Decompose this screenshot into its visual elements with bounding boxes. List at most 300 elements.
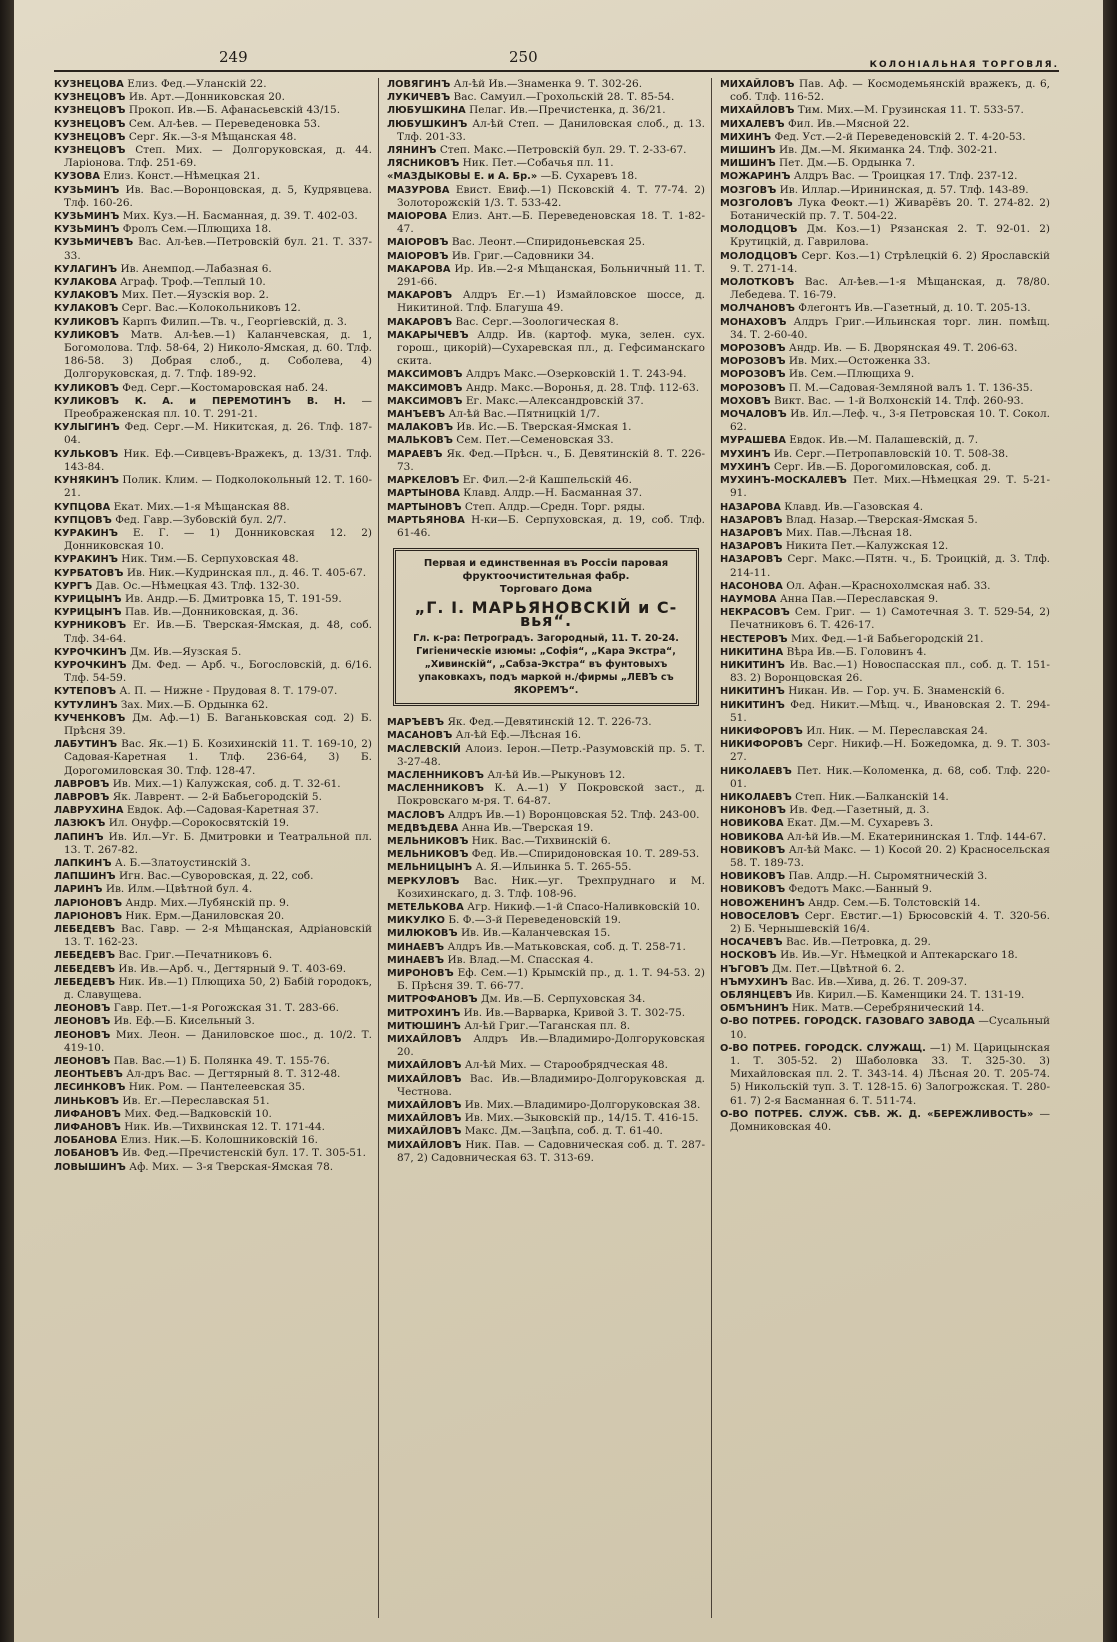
entry-name: НАУМОВА — [720, 593, 777, 605]
directory-entry — [720, 883, 1050, 896]
entry-details: Ал-дръ Вас. — Дегтярный 8. Т. 312-48. — [126, 1068, 341, 1081]
entry-details: Евдок. Аф.—Садовая-Каретная 37. — [126, 804, 319, 817]
entry-details: Карпъ Филип.—Тв. ч., Георгіевскій, д. 3. — [122, 315, 347, 328]
entry-name: МИХАЙЛОВЪ — [387, 1073, 462, 1085]
entry-name: ОБЛЯНЦЕВЪ — [720, 990, 793, 1002]
directory-entry — [387, 966, 705, 993]
entry-details: Елиз. Ант.—Б. Переведеновская 18. Т. 1-82-47. — [397, 210, 705, 236]
entry-name: МОЗГОВЪ — [720, 184, 777, 196]
entry-details: Серг. Вас.—Колокольниковъ 12. — [121, 302, 301, 315]
entry-details: Ив. Ив.—Каланчевская 15. — [460, 927, 611, 940]
section-title: КОЛОНІАЛЬНАЯ ТОРГОВЛЯ. — [869, 60, 1059, 70]
entry-details: Ник. Ив.—1) Плющиха 50, 2) Бабій городокъ, д. Славущева. — [64, 975, 372, 1002]
entry-details: Ег. Фил.—2-й Кашпельскій 46. — [462, 474, 632, 487]
entry-details: Вас. Григ.—Печатниковъ 6. — [118, 949, 273, 962]
directory-entry — [387, 170, 705, 183]
entry-details: Дм. Пет.—Цвѣтной 6. 2. — [772, 962, 905, 975]
directory-entry — [387, 183, 705, 210]
directory-entry — [387, 381, 705, 395]
entry-details: Ив. Влад.—М. Спасская 4. — [447, 953, 594, 966]
directory-entry — [387, 729, 705, 742]
entry-details: Степ. Макс.—Петровскій бул. 29. Т. 2-33-67. — [439, 144, 687, 157]
entry-name: КУЗНЕЦОВЪ — [54, 118, 126, 130]
directory-entry — [720, 196, 1050, 223]
entry-name: МЕРКУЛОВЪ — [387, 875, 460, 887]
entry-details: Викт. Вас. — 1-й Волхонскій 14. Тлф. 260-93. — [773, 394, 1024, 407]
entry-name: НЪГОВЪ — [720, 963, 769, 975]
entry-name: МЕЛЬНИКОВЪ — [387, 835, 469, 847]
directory-entry — [387, 768, 705, 782]
directory-entry — [720, 804, 1050, 817]
directory-entry — [720, 909, 1050, 936]
entry-details: Сем. Григ. — 1) Самотечная 3. Т. 529-54, 2) Печатниковъ 6. Т. 426-17. — [730, 606, 1050, 632]
page-number: 250 — [509, 48, 538, 66]
entry-name: ЛЮБУШКИНА — [387, 105, 466, 117]
directory-entry — [720, 117, 1050, 131]
directory-entry — [54, 856, 372, 870]
directory-entry — [54, 592, 372, 606]
entry-name: МОРОЗОВЪ — [720, 369, 786, 381]
directory-entry — [387, 834, 705, 848]
directory-entry — [387, 808, 705, 822]
entry-details: Ал-ѣй Мих. — Старообрядческая 48. — [464, 1059, 668, 1072]
entry-name: ЛОВЫШИНЪ — [54, 1161, 126, 1173]
entry-name: НИКОЛАЕВЪ — [720, 791, 792, 803]
column-1 — [54, 78, 372, 1633]
entry-name: НЕСТЕРОВЪ — [720, 633, 788, 645]
entry-details: Ал-ѣй Вас.—Пятницкій 1/7. — [448, 408, 600, 421]
directory-entry — [720, 78, 1050, 104]
directory-entry — [54, 830, 372, 857]
entry-name: МАЗУРОВА — [387, 184, 450, 196]
directory-entry — [387, 1006, 705, 1020]
entry-name: МИЛЮКОВЪ — [387, 928, 458, 940]
directory-entry — [54, 949, 372, 962]
directory-entry — [720, 592, 1050, 606]
entry-name: КУРИЦЫНЪ — [54, 593, 122, 605]
entry-details: Никита Пет.—Калужская 12. — [785, 540, 949, 553]
entry-name: МОЗГОЛОВЪ — [720, 197, 793, 209]
entry-name: МИТЮШИНЪ — [387, 1020, 461, 1032]
entry-details: Елиз. Конст.—Нѣмецкая 21. — [103, 170, 261, 183]
directory-entry — [720, 896, 1050, 910]
entry-name: НАЗАРОВЪ — [720, 541, 783, 553]
directory-entry — [54, 315, 372, 329]
directory-entry — [387, 368, 705, 381]
entry-details: Гавр. Пет.—1-я Рогожская 31. Т. 283-66. — [113, 1002, 339, 1015]
entry-name: МАІОРОВЪ — [387, 250, 449, 262]
entry-name: ЛАВРОВЪ — [54, 778, 110, 790]
entry-details: Екат. Мих.—1-я Мѣщанская 88. — [113, 500, 290, 513]
entry-details: Пав. Вас.—1) Б. Полянка 49. Т. 155-76. — [113, 1055, 330, 1068]
entry-name: НИКИТИНЪ — [720, 659, 785, 671]
directory-entry — [54, 790, 372, 804]
entry-details: Анна Пав.—Переславская 9. — [779, 592, 939, 605]
directory-entry — [54, 447, 372, 474]
directory-entry — [54, 883, 372, 896]
directory-entry — [720, 526, 1050, 540]
directory-entry — [387, 874, 705, 901]
entry-name: ЛЕБЕДЕВЪ — [54, 950, 116, 962]
entry-name: КУРАКИНЪ — [54, 527, 118, 539]
entry-details: Алдръ Ив.—Владимиро-Долгоруковская 20. — [397, 1032, 705, 1059]
entry-details: Ив. Кирил.—Б. Каменщики 24. Т. 131-19. — [795, 989, 1025, 1002]
directory-entry — [720, 724, 1050, 738]
entry-details: Н-ки—Б. Серпуховская, д. 19, соб. Тлф. 61-46. — [397, 513, 705, 539]
directory-entry — [54, 210, 372, 223]
directory-entry — [720, 183, 1050, 197]
entry-details: Анна Ив.—Тверская 19. — [461, 821, 594, 834]
entry-details: Серг. Евстиг.—1) Брюсовскій 4. Т. 320-56. 2) Б. Чернышевскій 16/4. — [730, 909, 1050, 935]
entry-details: Ник. Ром. — Пантелеевская 35. — [128, 1081, 306, 1094]
entry-details: Фролъ Сем.—Плющиха 18. — [122, 223, 272, 236]
entry-name: ЛЕБЕДЕВЪ — [54, 924, 116, 935]
entry-details: Ив. Ил.—Уг. Б. Дмитровки и Театральной пл. 13. Т. 267-82. — [64, 830, 372, 856]
entry-name: МИХАЙЛОВЪ — [720, 79, 795, 90]
entry-name: НОВОЖЕНИНЪ — [720, 897, 805, 909]
entry-details: Ив. Мих.—Зыковскій пр., 14/15. Т. 416-15. — [464, 1112, 699, 1125]
entry-name: КУЗНЕЦОВЪ — [54, 131, 126, 143]
entry-name: МЕЛЬНИКОВЪ — [387, 849, 469, 861]
entry-details: Алдр. Ив. (картоф. мука, зелен. сух. горош., цикорій)—Сухаревская пл., д. Гефсиманскаго скита. — [397, 328, 705, 368]
entry-name: МАІОРОВЪ — [387, 237, 449, 249]
entry-name: МОЛОДЦОВЪ — [720, 224, 798, 236]
entry-name: ЛИФАНОВЪ — [54, 1108, 121, 1120]
entry-name: ЛЕОНОВЪ — [54, 1003, 111, 1015]
entry-details: Прокоп. Ив.—Б. Афанасьевскій 43/15. — [128, 104, 341, 117]
entry-details: Ил. Ник. — М. Переславская 24. — [806, 724, 988, 737]
directory-entry — [54, 804, 372, 817]
directory-entry — [720, 394, 1050, 408]
entry-details: Алдръ Вас. — Троицкая 17. Тлф. 237-12. — [793, 170, 1018, 183]
entry-name: ЛАВРОВЪ — [54, 791, 110, 803]
directory-entry — [387, 289, 705, 315]
entry-details: Елиз. Фед.—Уланскій 22. — [127, 78, 267, 90]
directory-entry — [387, 421, 705, 434]
entry-name: ЛОБАНОВА — [54, 1135, 118, 1147]
scan-edge-left — [0, 0, 14, 1642]
directory-entry — [387, 328, 705, 369]
entry-name: МИНАЕВЪ — [387, 941, 445, 953]
directory-entry — [720, 962, 1050, 976]
directory-page — [14, 0, 1103, 1642]
entry-details: Ив. Фед.—Пречистенскій бул. 17. Т. 305-51. — [122, 1147, 366, 1160]
entry-details: Пет. Мих.—Нѣмецкая 29. Т. 5-21-91. — [730, 474, 1050, 500]
directory-entry — [54, 289, 372, 302]
entry-details: Сем. Ал-ѣев. — Переведеновка 53. — [128, 117, 321, 130]
directory-entry — [387, 716, 705, 729]
entry-details: Алдръ Ив.—Матьковская, соб. д. Т. 258-71. — [447, 940, 686, 953]
directory-entry — [387, 848, 705, 861]
entry-details: Пелаг. Ив.—Пречистенка, д. 36/21. — [469, 104, 666, 117]
entry-details: Ал-ѣй Ив.—Знаменка 9. Т. 302-26. — [453, 78, 643, 90]
scan-edge-right — [1103, 0, 1117, 1642]
entry-name: КУНЯКИНЪ — [54, 475, 119, 487]
entry-name: О-ВО ПОТРЕБ. ГОРОДСК. СЛУЖАЩ. — [720, 1042, 926, 1054]
entry-details: Ив. Ег.—Переславская 51. — [122, 1094, 270, 1107]
entry-name: НАСОНОВА — [720, 580, 783, 592]
entry-details: Вас. Ив.—Владимиро-Долгоруковская д. Честнова. — [397, 1072, 705, 1098]
directory-entry — [720, 1107, 1050, 1134]
entry-name: ЛЕОНТЬЕВЪ — [54, 1069, 123, 1081]
directory-entry — [387, 236, 705, 249]
entry-name: МИХАЙЛОВЪ — [387, 1033, 462, 1045]
entry-name: КУЛАКОВЪ — [54, 290, 119, 302]
entry-name: КУРИЦЫНЪ — [54, 607, 122, 619]
directory-entry — [54, 117, 372, 131]
directory-entry — [54, 513, 372, 527]
entry-name: НИКИТИНА — [720, 646, 784, 658]
entry-details: Е. Г. — 1) Донниковская 12. 2) Донниковская 10. — [64, 526, 372, 553]
ad-company-name: „Г. І. МАРЬЯНОВСКІЙ и С-вья“. — [414, 598, 678, 631]
directory-entry — [387, 861, 705, 874]
entry-name: МИТРОХИНЪ — [387, 1007, 461, 1019]
entry-name: КУЗЬМИНЪ — [54, 211, 120, 223]
entry-name: ЛАРІОНОВЪ — [54, 910, 123, 922]
entry-details: Вас. Як.—1) Б. Козихинскій 11. Т. 169-10, 2) Садовая-Каретная 1. Тлф. 236-64, 3) Б. Дорогомиловская 30. Тлф. 128-47. — [64, 738, 372, 777]
directory-entry — [720, 315, 1050, 342]
entry-name: МАІОРОВА — [387, 211, 447, 223]
entry-name: КУТУЛИНЪ — [54, 699, 118, 711]
entry-details: Ег. Макс.—Александровскій 37. — [465, 394, 644, 407]
entry-details: Ник. Тим.—Б. Серпуховская 48. — [121, 553, 299, 566]
entry-details: Мих. Фед.—Вадковскій 10. — [124, 1107, 272, 1120]
entry-details: Екат. Дм.—М. Сухаревъ 3. — [786, 817, 934, 830]
directory-entry — [54, 394, 372, 421]
directory-entry — [720, 830, 1050, 844]
directory-entry — [387, 1019, 705, 1033]
entry-name: МОЖАРИНЪ — [720, 171, 791, 183]
entry-name: «МАЗДЫКОВЫ Е. и А. Бр.» — [387, 171, 538, 183]
column-2 — [387, 78, 705, 1633]
entry-details: Сем. Пет.—Семеновская 33. — [456, 434, 614, 447]
entry-name: КУПЦОВА — [54, 501, 111, 513]
directory-entry — [54, 421, 372, 447]
directory-entry — [720, 223, 1050, 249]
entry-name: МАЛЬКОВЪ — [387, 435, 453, 447]
entry-details: Федотъ Макс.—Банный 9. — [788, 883, 933, 896]
entry-name: МАЛАКОВЪ — [387, 422, 454, 434]
directory-entry — [720, 276, 1050, 302]
entry-details: Серг. Никиф.—Н. Божедомка, д. 9. Т. 303-27. — [730, 738, 1050, 764]
directory-entry — [720, 474, 1050, 500]
entry-name: ЛЕБЕДЕВЪ — [54, 963, 116, 975]
entry-name: МАРТЬЯНОВА — [387, 514, 465, 526]
directory-entry — [54, 262, 372, 276]
entry-details: Аграф. Троф.—Теплый 10. — [120, 276, 266, 289]
entry-name: О-ВО ПОТРЕБ. СЛУЖ. СѢВ. Ж. Д. «БЕРЕЖЛИВОСТЬ» — [720, 1108, 1034, 1120]
directory-entry — [720, 460, 1050, 474]
directory-entry — [54, 1134, 372, 1147]
entry-name: МУХИНЪ — [720, 461, 771, 473]
directory-entry — [54, 381, 372, 395]
entry-name: ЛЕБЕДЕВЪ — [54, 976, 116, 988]
entry-details: Дм. Аф.—1) Б. Ваганьковская сод. 2) Б. Прѣсня 39. — [64, 711, 372, 737]
directory-entry — [720, 685, 1050, 698]
entry-details: Ив. Ив.—Арб. ч., Дегтярный 9. Т. 403-69. — [118, 962, 347, 975]
entry-details: Ив. Вас.—1) Новоспасская пл., соб. д. Т. 151-83. 2) Воронцовская 26. — [730, 658, 1050, 685]
entry-details: Ник. Ив.—Тихвинская 12. Т. 171-44. — [124, 1121, 325, 1134]
entry-name: ЛАПИНЪ — [54, 831, 104, 843]
entry-details: Як. Фед.—Прѣсн. ч., Б. Девятинскій 8. Т. 226-73. — [397, 447, 705, 473]
directory-entry — [720, 738, 1050, 764]
entry-details: Ал-ѣй Макс. — 1) Косой 20. 2) Красносельская 58. Т. 189-73. — [730, 843, 1050, 869]
entry-name: НОВИКОВА — [720, 831, 784, 843]
directory-entry — [387, 210, 705, 236]
directory-entry — [387, 157, 705, 170]
entry-details: Ал-ѣй Еф.—Лѣсная 16. — [455, 729, 582, 742]
entry-details: Пет. Ник.—Коломенка, д. 68, соб. Тлф. 220-01. — [730, 764, 1050, 790]
entry-name: МИХАЙЛОВЪ — [720, 105, 795, 117]
directory-entry — [54, 1002, 372, 1015]
entry-details: Як. Фед.—Девятинскій 12. Т. 226-73. — [447, 716, 652, 729]
entry-name: КУЛАКОВЪ — [54, 303, 119, 315]
entry-name: КУЛЬКОВЪ — [54, 448, 119, 460]
entry-name: МАРТЫНОВЪ — [387, 501, 462, 513]
directory-entry — [387, 500, 705, 514]
directory-entry — [54, 328, 372, 382]
entry-details: Фед. Никит.—Мѣщ. ч., Ивановская 2. Т. 294-51. — [730, 698, 1050, 724]
entry-details: Макс. Дм.—Зацѣпа, соб. д. Т. 61-40. — [464, 1125, 663, 1138]
entry-name: КУРНИКОВЪ — [54, 620, 127, 632]
entry-name: НИКОЛАЕВЪ — [720, 765, 792, 777]
directory-entry — [720, 989, 1050, 1002]
directory-entry — [54, 817, 372, 830]
entry-details: Як. Лаврент. — 2-й Бабьегородскій 5. — [112, 790, 322, 803]
directory-entry — [387, 742, 705, 769]
entry-name: КУЛИКОВЪ — [54, 316, 119, 328]
directory-entry — [54, 474, 372, 500]
entry-name: МИХАЛЕВЪ — [720, 118, 785, 130]
directory-entry — [720, 764, 1050, 791]
entry-details: Игн. Вас.—Суворовская, д. 22, соб. — [118, 870, 314, 883]
entry-details: Мих. Пав.—Лѣсная 18. — [785, 526, 913, 539]
directory-entry — [720, 843, 1050, 870]
entry-name: ЛЕОНОВЪ — [54, 1029, 111, 1041]
directory-entry — [387, 1032, 705, 1059]
entry-details: Вас. Серг.—Зоологическая 8. — [455, 315, 619, 328]
entry-details: Ив. Ил.—Леф. ч., 3-я Петровская 10. Т. Сокол. 62. — [730, 408, 1050, 434]
entry-details: Ив. Илм.—Цвѣтной бул. 4. — [105, 883, 253, 896]
entry-name: НЕКРАСОВЪ — [720, 607, 790, 619]
directory-entry — [387, 487, 705, 500]
ad-line-3: Гл. к-ра: Петроградъ. Загородный, 11. Т. 20-24. Гигіеническіе изюмы: „Софія“, „Кара Экстра“, „Хивинскій“, „Сабза-Экстра“ въ фунтовыхъ упаковкахъ, подъ маркой н./фирмы „ЛЕВЪ съ ЯКОРЕМЪ“. — [413, 633, 679, 697]
directory-entry — [54, 236, 372, 262]
entry-name: КУЛЫГИНЪ — [54, 422, 120, 434]
entry-details: Ив. Фед.—Газетный, д. 3. — [789, 804, 930, 817]
entry-details: Агр. Никиф.—1-й Спасо-Наливковскій 10. — [467, 900, 701, 913]
directory-entry — [54, 1015, 372, 1028]
entry-name: КУЗЬМИНЪ — [54, 224, 120, 236]
directory-entry — [54, 302, 372, 315]
directory-entry — [54, 1107, 372, 1121]
directory-entry — [387, 927, 705, 940]
entry-details: Матв. Ал-ѣев.—1) Каланчевская, д. 1, Богомолова. Тлф. 58-64, 2) Николо-Ямская, д. 60. Тлф. 186-58. 3) Добрая слоб., д. Соболева, 4) Долгоруковская, д. 7. Тлф. 189-92. — [64, 328, 372, 381]
entry-name: МАСЛЕВСКІЙ — [387, 743, 461, 755]
entry-name: КУЛАКОВА — [54, 277, 117, 289]
directory-entry — [720, 936, 1050, 949]
entry-details: Клавд. Ив.—Газовская 4. — [784, 500, 924, 513]
entry-name: МОРОЗОВЪ — [720, 343, 786, 355]
entry-name: МАРКЕЛОВЪ — [387, 475, 460, 487]
directory-entry — [720, 170, 1050, 183]
directory-entry — [387, 104, 705, 117]
directory-entry — [54, 685, 372, 698]
entry-name: КУРОЧКИНЪ — [54, 646, 127, 658]
entry-name: МАСЛОВЪ — [387, 809, 445, 821]
entry-name: МЕЛЬНИЦЫНЪ — [387, 862, 473, 874]
entry-details: Ив. Анемпод.—Лабазная 6. — [120, 262, 272, 275]
entry-details: Ил. Онуфр.—Сорокосвятскій 19. — [108, 817, 290, 830]
directory-entry — [54, 144, 372, 170]
page-header — [54, 48, 1059, 70]
directory-entry — [387, 821, 705, 835]
entry-name: НОВИКОВЪ — [720, 884, 786, 896]
entry-details: Мих. Куз.—Н. Басманная, д. 39. Т. 402-03. — [122, 210, 358, 223]
entry-details: Вас. Ал-ѣев.—1-я Мѣщанская, д. 78/80. Лебедева. Т. 16-79. — [730, 276, 1050, 302]
entry-details: Алоиз. Іерон.—Петр.-Разумовскій пр. 5. Т. 3-27-48. — [397, 742, 705, 768]
directory-entry — [54, 1147, 372, 1160]
entry-name: МАСЛЕННИКОВЪ — [387, 783, 484, 795]
directory-entry — [54, 553, 372, 566]
entry-name: МАРТЫНОВА — [387, 488, 460, 500]
directory-entry — [54, 896, 372, 910]
directory-entry — [54, 1081, 372, 1094]
entry-name: МОРОЗОВЪ — [720, 356, 786, 368]
directory-entry — [720, 870, 1050, 883]
directory-entry — [387, 315, 705, 329]
entry-name: МОЛЧАНОВЪ — [720, 303, 795, 315]
entry-details: Ив. Ив.—Варварка, Кривой 3. Т. 302-75. — [463, 1006, 686, 1019]
directory-entry — [54, 1160, 372, 1174]
entry-details: Андр. Сем.—Б. Толстовскій 14. — [808, 896, 981, 909]
entry-name: НИКОНОВЪ — [720, 805, 786, 817]
entry-details: А. Б.—Златоустинскій 3. — [114, 856, 251, 869]
directory-entry — [720, 144, 1050, 157]
directory-entry — [387, 117, 705, 144]
entry-details: А. Я.—Ильинка 5. Т. 265-55. — [475, 861, 632, 874]
directory-entry — [720, 368, 1050, 381]
entry-name: МИНАЕВЪ — [387, 954, 445, 966]
entry-name: НИКИТИНЪ — [720, 686, 785, 698]
entry-name: О-ВО ПОТРЕБ. ГОРОДСК. ГАЗОВАГО ЗАВОДА — [720, 1016, 975, 1028]
directory-entry — [54, 91, 372, 104]
directory-entry — [720, 355, 1050, 368]
entry-details: Пав. Ив.—Донниковская, д. 36. — [124, 606, 299, 619]
entry-name: ЛЕСИНКОВЪ — [54, 1082, 126, 1094]
entry-details: Лука Феокт.—1) Живарёвъ 20. Т. 274-82. 2) Ботаническій пр. 7. Т. 504-22. — [730, 196, 1050, 223]
entry-name: ЛАВРУХИНА — [54, 805, 124, 817]
entry-name: МИХАЙЛОВЪ — [387, 1060, 462, 1072]
entry-details: Ник. Еф.—Сивцевъ-Вражекъ, д. 13/31. Тлф. 143-84. — [64, 447, 372, 473]
entry-details: —Преображенская пл. 10. Т. 291-21. — [64, 394, 372, 421]
directory-entry — [387, 249, 705, 263]
directory-entry — [720, 302, 1050, 315]
entry-details: —1) М. Царицынская 1. Т. 305-52. 2) Шаболовка 33. Т. 325-30. 3) Михайловская пл. 2. Т. 343-14. 4) Лѣсная 20. Т. 205-74. 5) Никольскій туп. 3. Т. 128-15. 6) Залогрожская. Т. 280-61. 7) 2-я Басманная 6. Т. 511-74. — [730, 1041, 1050, 1107]
entry-details: Дм. Фед. — Арб. ч., Богословскій, д. 6/16. Тлф. 54-59. — [64, 658, 372, 685]
entry-name: КУПЦОВЪ — [54, 514, 112, 526]
entry-name: ЛОВЯГИНЪ — [387, 79, 451, 90]
directory-entry — [54, 645, 372, 659]
entry-details: Фед. Серг.—Костомаровская наб. 24. — [122, 381, 329, 394]
entry-name: МИХАЙЛОВЪ — [387, 1139, 462, 1151]
entry-name: МАКСИМОВЪ — [387, 369, 463, 381]
directory-entry — [54, 566, 372, 580]
entry-details: Ив. Мих.—Владимиро-Долгоруковская 38. — [464, 1099, 701, 1111]
entry-details: Вас. Ал-ѣев.—Петровскій бул. 21. Т. 337-33. — [64, 236, 372, 262]
entry-details: Зах. Мих.—Б. Ордынка 62. — [120, 698, 269, 711]
entry-details: —Б. Сухаревъ 18. — [540, 170, 638, 183]
